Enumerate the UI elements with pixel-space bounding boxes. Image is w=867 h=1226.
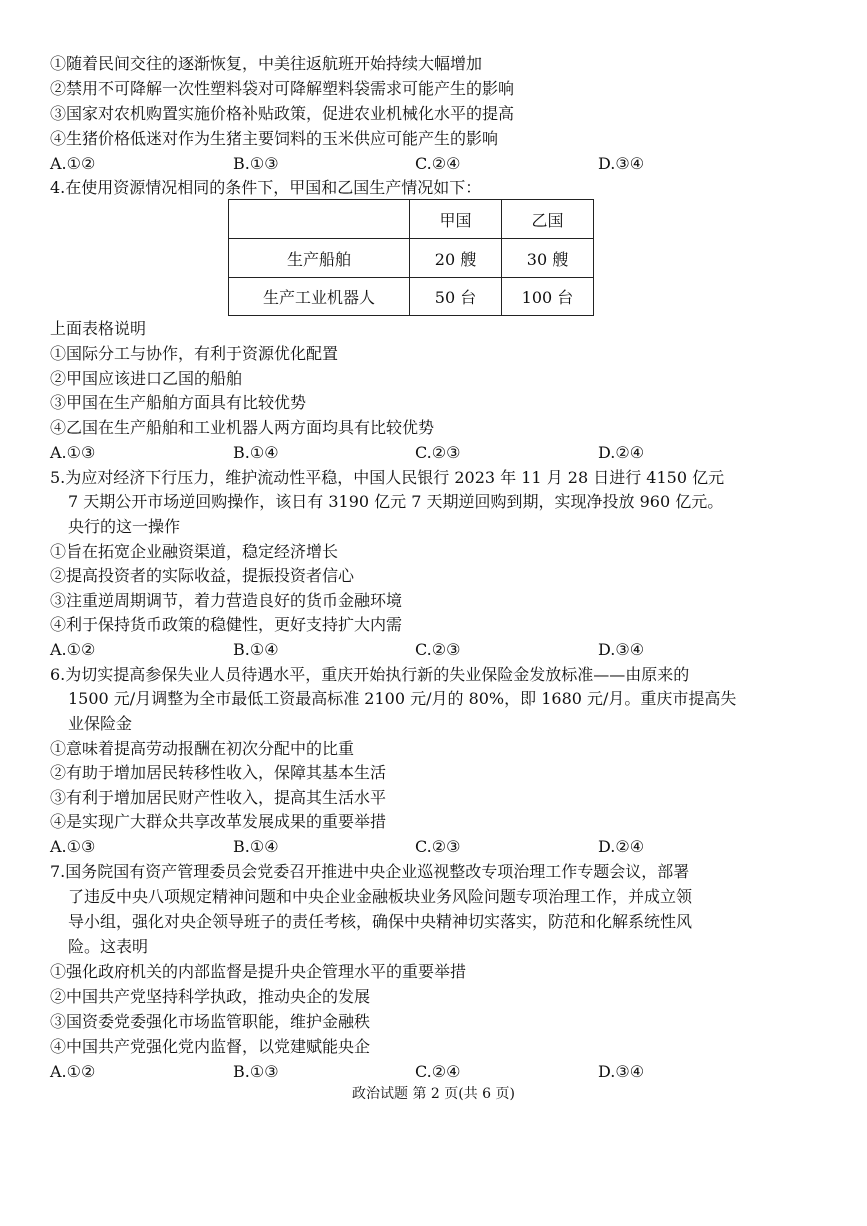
q4-option-d: D.②④ (598, 443, 645, 462)
page-footer: 政治试题 第 2 页(共 6 页) (352, 1086, 515, 1102)
q5-option-d: D.③④ (598, 640, 645, 659)
q6-option-c: C.②③ (415, 837, 461, 856)
q7-stem-line-4: 险。这表明 (68, 937, 149, 956)
q3-option-a: A.①② (50, 154, 96, 173)
production-table (228, 199, 594, 316)
q5-statement-3: ③注重逆周期调节，着力营造良好的货币金融环境 (50, 591, 403, 610)
q4-stem: 4.在使用资源情况相同的条件下，甲国和乙国生产情况如下： (50, 178, 482, 197)
q3-statement-2: ②禁用不可降解一次性塑料袋对可降解塑料袋需求可能产生的影响 (50, 79, 515, 98)
q5-option-a: A.①② (50, 640, 96, 659)
q4-option-b: B.①④ (233, 443, 279, 462)
q7-stem-line-1: 7.国务院国有资产管理委员会党委召开推进中央企业巡视整改专项治理工作专题会议，部署 (50, 862, 690, 881)
q3-statement-3: ③国家对农机购置实施价格补贴政策，促进农业机械化水平的提高 (50, 104, 515, 123)
q5-statement-1: ①旨在拓宽企业融资渠道，稳定经济增长 (50, 542, 339, 561)
q6-stem-line-3: 业保险金 (68, 714, 133, 733)
q6-statement-4: ④是实现广大群众共享改革发展成果的重要举措 (50, 812, 387, 831)
q6-stem-line-2: 1500 元/月调整为全市最低工资最高标准 2100 元/月的 80%，即 1680 元/月。重庆市提高失 (68, 689, 737, 708)
q7-option-b: B.①③ (233, 1062, 279, 1081)
q5-stem-line-1: 5.为应对经济下行压力，维护流动性平稳，中国人民银行 2023 年 11 月 28 日进行 4150 亿元 (50, 468, 725, 487)
q4-statement-2: ②甲国应该进口乙国的船舶 (50, 369, 243, 388)
q3-option-c: C.②④ (415, 154, 461, 173)
q4-lead: 上面表格说明 (50, 319, 147, 338)
q7-option-d: D.③④ (598, 1062, 645, 1081)
table-cell: 30 艘 (502, 239, 594, 278)
q4-statement-4: ④乙国在生产船舶和工业机器人两方面均具有比较优势 (50, 418, 435, 437)
q7-statement-1: ①强化政府机关的内部监督是提升央企管理水平的重要举措 (50, 962, 467, 981)
q3-options (50, 152, 830, 176)
q4-option-a: A.①③ (50, 443, 96, 462)
q6-option-a: A.①③ (50, 837, 96, 856)
q4-option-c: C.②③ (415, 443, 461, 462)
q7-statement-3: ③国资委党委强化市场监管职能，维护金融秩 (50, 1012, 371, 1031)
table-row (229, 278, 594, 316)
q6-stem-line-1: 6.为切实提高参保失业人员待遇水平，重庆开始执行新的失业保险金发放标准——由原来的 (50, 665, 690, 684)
q5-stem-line-3: 央行的这一操作 (68, 517, 181, 536)
table-header-cell (229, 200, 410, 239)
q5-statement-2: ②提高投资者的实际收益，提振投资者信心 (50, 566, 355, 585)
table-header-cell: 甲国 (410, 200, 502, 239)
q7-option-c: C.②④ (415, 1062, 461, 1081)
q4-statement-1: ①国际分工与协作，有利于资源优化配置 (50, 344, 339, 363)
table-row (229, 239, 594, 278)
table-cell: 50 台 (410, 278, 502, 316)
q7-statement-2: ②中国共产党坚持科学执政，推动央企的发展 (50, 987, 371, 1006)
table-cell: 100 台 (502, 278, 594, 316)
q5-options (50, 638, 830, 662)
table-cell: 生产船舶 (229, 239, 410, 278)
q6-option-b: B.①④ (233, 837, 279, 856)
q7-stem-line-3: 导小组，强化对央企领导班子的责任考核，确保中央精神切实落实，防范和化解系统性风 (68, 912, 693, 931)
table-header-row (229, 200, 594, 239)
q6-statement-1: ①意味着提高劳动报酬在初次分配中的比重 (50, 739, 355, 758)
q4-options (50, 441, 830, 465)
q5-option-c: C.②③ (415, 640, 461, 659)
table-cell: 生产工业机器人 (229, 278, 410, 316)
q3-statement-4: ④生猪价格低迷对作为生猪主要饲料的玉米供应可能产生的影响 (50, 129, 499, 148)
table-cell: 20 艘 (410, 239, 502, 278)
q3-option-d: D.③④ (598, 154, 645, 173)
q7-options (50, 1060, 830, 1084)
q7-statement-4: ④中国共产党强化党内监督，以党建赋能央企 (50, 1037, 371, 1056)
q6-option-d: D.②④ (598, 837, 645, 856)
q7-option-a: A.①② (50, 1062, 96, 1081)
q5-option-b: B.①④ (233, 640, 279, 659)
q6-statement-2: ②有助于增加居民转移性收入，保障其基本生活 (50, 763, 387, 782)
q5-statement-4: ④利于保持货币政策的稳健性，更好支持扩大内需 (50, 615, 403, 634)
q3-option-b: B.①③ (233, 154, 279, 173)
q6-statement-3: ③有利于增加居民财产性收入，提高其生活水平 (50, 788, 387, 807)
q5-stem-line-2: 7 天期公开市场逆回购操作，该日有 3190 亿元 7 天期逆回购到期，实现净投放 960 亿元。 (68, 492, 724, 511)
table-header-cell: 乙国 (502, 200, 594, 239)
q3-statement-1: ①随着民间交往的逐渐恢复，中美往返航班开始持续大幅增加 (50, 54, 483, 73)
q6-options (50, 835, 830, 859)
q4-statement-3: ③甲国在生产船舶方面具有比较优势 (50, 393, 307, 412)
q7-stem-line-2: 了违反中央八项规定精神问题和中央企业金融板块业务风险问题专项治理工作，并成立领 (68, 887, 693, 906)
